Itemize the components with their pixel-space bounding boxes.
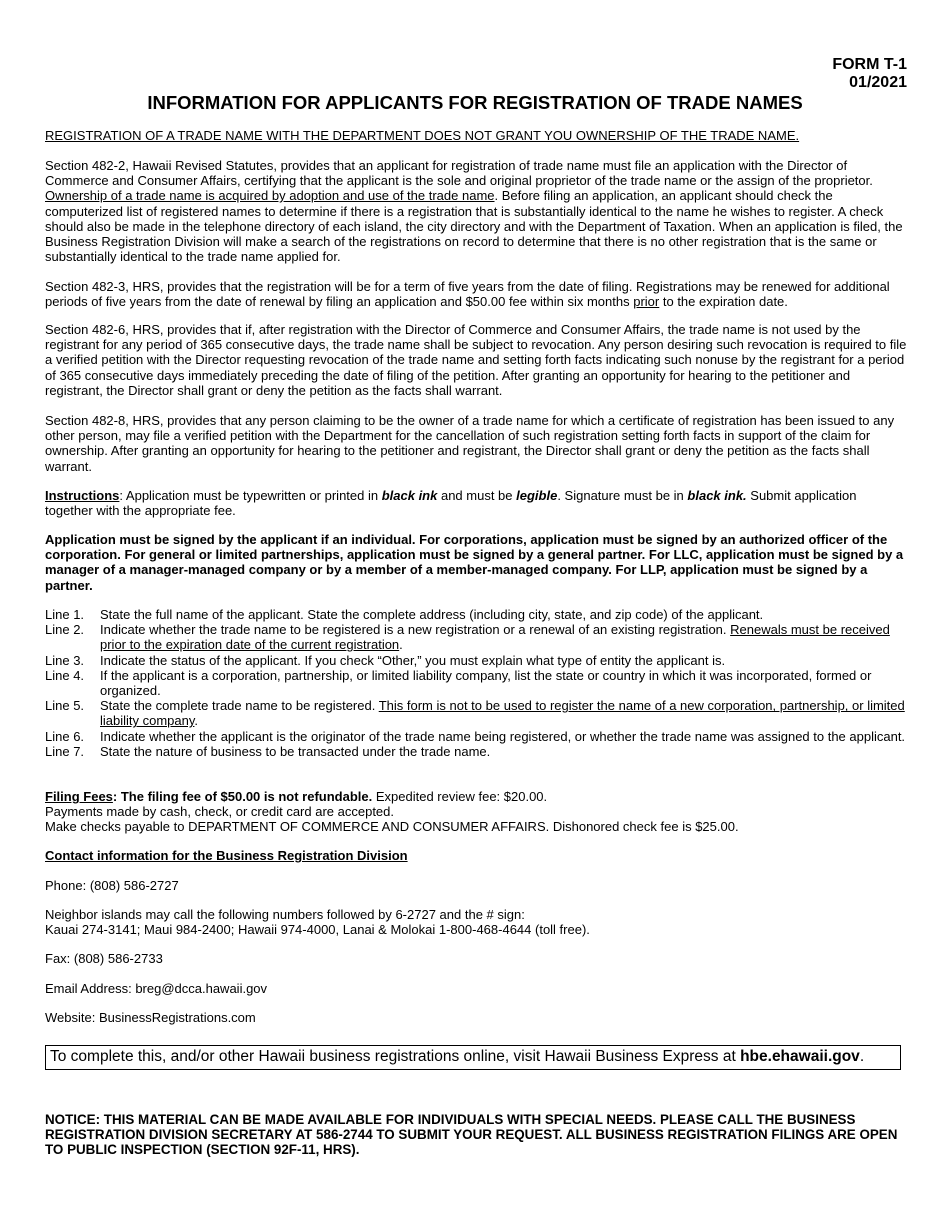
line-item: Line 2. Indicate whether the trade name to be registered is a new registration or a renewal of an existing registration. Renewals must be received prior to the expiration date of the current registration. (45, 622, 890, 653)
line-item: Line 3. Indicate the status of the applicant. If you check “Other,” you must explain what type of entity the applicant is. (45, 652, 726, 668)
form-identifier (832, 56, 907, 92)
line-item: Line 4. If the applicant is a corporation, partnership, or limited liability company, list the state or country in which it was incorporated, formed or organized. (45, 667, 872, 699)
form-date: 01/2021 (849, 74, 907, 91)
contact-phone: Phone: (808) 586-2727 (45, 878, 179, 893)
section-482-3-paragraph: Section 482-3, HRS, provides that the registration will be for a term of five years from the date of filing. Registrations may be renewed for additional periods of five years from the date of renewal by filing an application and $50.00 fee within six months prior to the expiration date. (45, 279, 890, 310)
line-item: Line 5. State the complete trade name to be registered. This form is not to be used to register the name of a new corporation, partnership, or limited liability company. (45, 698, 905, 729)
form-number: FORM T-1 (832, 56, 907, 73)
ownership-disclaimer: REGISTRATION OF A TRADE NAME WITH THE DEPARTMENT DOES NOT GRANT YOU OWNERSHIP OF THE TRADE NAME. (45, 128, 800, 143)
filing-fees-label: Filing Fees (45, 789, 113, 804)
line-item: Line 7. State the nature of business to be transacted under the trade name. (45, 743, 491, 759)
signing-requirements: Application must be signed by the applicant if an individual. For corporations, application must be signed by an authorized officer of the corporation. For general or limited partnerships, application must be signed by a general partner. For LLC, application must be signed by a manager of a manager-managed company or by a member of a member-managed company. For LLP, application must be signed by a partner. (45, 532, 904, 593)
contact-fax: Fax: (808) 586-2733 (45, 951, 163, 966)
filing-fees-section: Filing Fees: The filing fee of $50.00 is not refundable. Expedited review fee: $20.00. Payments made by cash, check, or credit card are accepted. Make checks payable to DEPARTMENT OF COMMERCE AND CONSUMER AFFAIRS. Dishonored check fee is $25.00. (45, 789, 739, 835)
contact-heading: Contact information for the Business Registration Division (45, 848, 408, 863)
line-instructions-list (45, 607, 907, 759)
contact-email: Email Address: breg@dcca.hawaii.gov (45, 981, 268, 996)
section-482-8-paragraph: Section 482-8, HRS, provides that any person claiming to be the owner of a trade name for which a certificate of registration has been issued to any other person, may file a verified petition with the Department for the cancellation of such registration setting forth facts in support of the claim for ownership. After granting an opportunity for hearing to the petitioner and registrant, the Director shall grant or deny the petition as the facts shall warrant. (45, 413, 895, 474)
special-needs-notice: NOTICE: THIS MATERIAL CAN BE MADE AVAILABLE FOR INDIVIDUALS WITH SPECIAL NEEDS. PLEASE CALL THE BUSINESS REGISTRATION DIVISION SECRETARY AT 586-2744 TO SUBMIT YOUR REQUEST. ALL BUSINESS REGISTRATION FILINGS ARE OPEN TO PUBLIC INSPECTION (SECTION 92F-11, HRS). (45, 1112, 898, 1158)
section-482-2-paragraph: Section 482-2, Hawaii Revised Statutes, provides that an applicant for registration of trade name must file an application with the Director of Commerce and Consumer Affairs, certifying that the applicant is the sole and original proprietor of the trade name or the assign of the proprietor. Ownership of a trade name is acquired by adoption and use of the trade name. Before filing an application, an applicant should check the computerized list of registered names to determine if there is a registration that is substantially identical to the name he wishes to register. A check should also be made in the telephone directory of each island, the city directory and with the Department of Taxation. When an application is filed, the Business Registration Division will make a search of the registrations on record to determine that there is no other registration that is the same or substantially identical to the trade name applied for. (45, 158, 903, 265)
instructions-paragraph: Instructions: Application must be typewritten or printed in black ink and must be legible. Signature must be in black ink. Submit application together with the appropriate fee. (45, 488, 857, 519)
section-482-6-paragraph: Section 482-6, HRS, provides that if, after registration with the Director of Commerce and Consumer Affairs, the trade name is not used by the registrant for any period of 365 consecutive days, the trade name shall be subject to revocation. Any person desiring such revocation is required to file a verified petition with the Director requesting revocation of the trade name and setting forth facts indicating such nonuse by the registrant for a period of 365 consecutive days immediately preceding the date of filing of the petition. After granting an opportunity for hearing to the petitioner and registrant, the Director shall grant or deny the petition as the facts shall warrant. (45, 322, 907, 398)
page-title: INFORMATION FOR APPLICANTS FOR REGISTRATION OF TRADE NAMES (147, 92, 803, 113)
hbe-link[interactable]: hbe.ehawaii.gov (740, 1048, 860, 1065)
line-item: Line 6. Indicate whether the applicant is the originator of the trade name being registered, or whether the trade name was assigned to the applicant. (45, 728, 906, 744)
online-registration-box: To complete this, and/or other Hawaii business registrations online, visit Hawaii Business Express at hbe.ehawaii.gov. (45, 1045, 901, 1070)
contact-neighbor-islands: Neighbor islands may call the following numbers followed by 6-2727 and the # sign: Kauai 274-3141; Maui 984-2400; Hawaii 974-4000, Lanai & Molokai 1-800-468-4644 (toll free). (45, 907, 590, 938)
contact-website: Website: BusinessRegistrations.com (45, 1010, 256, 1025)
instructions-label: Instructions (45, 488, 120, 503)
line-item: Line 1. State the full name of the applicant. State the complete address (including city, state, and zip code) of the applicant. (45, 607, 764, 622)
